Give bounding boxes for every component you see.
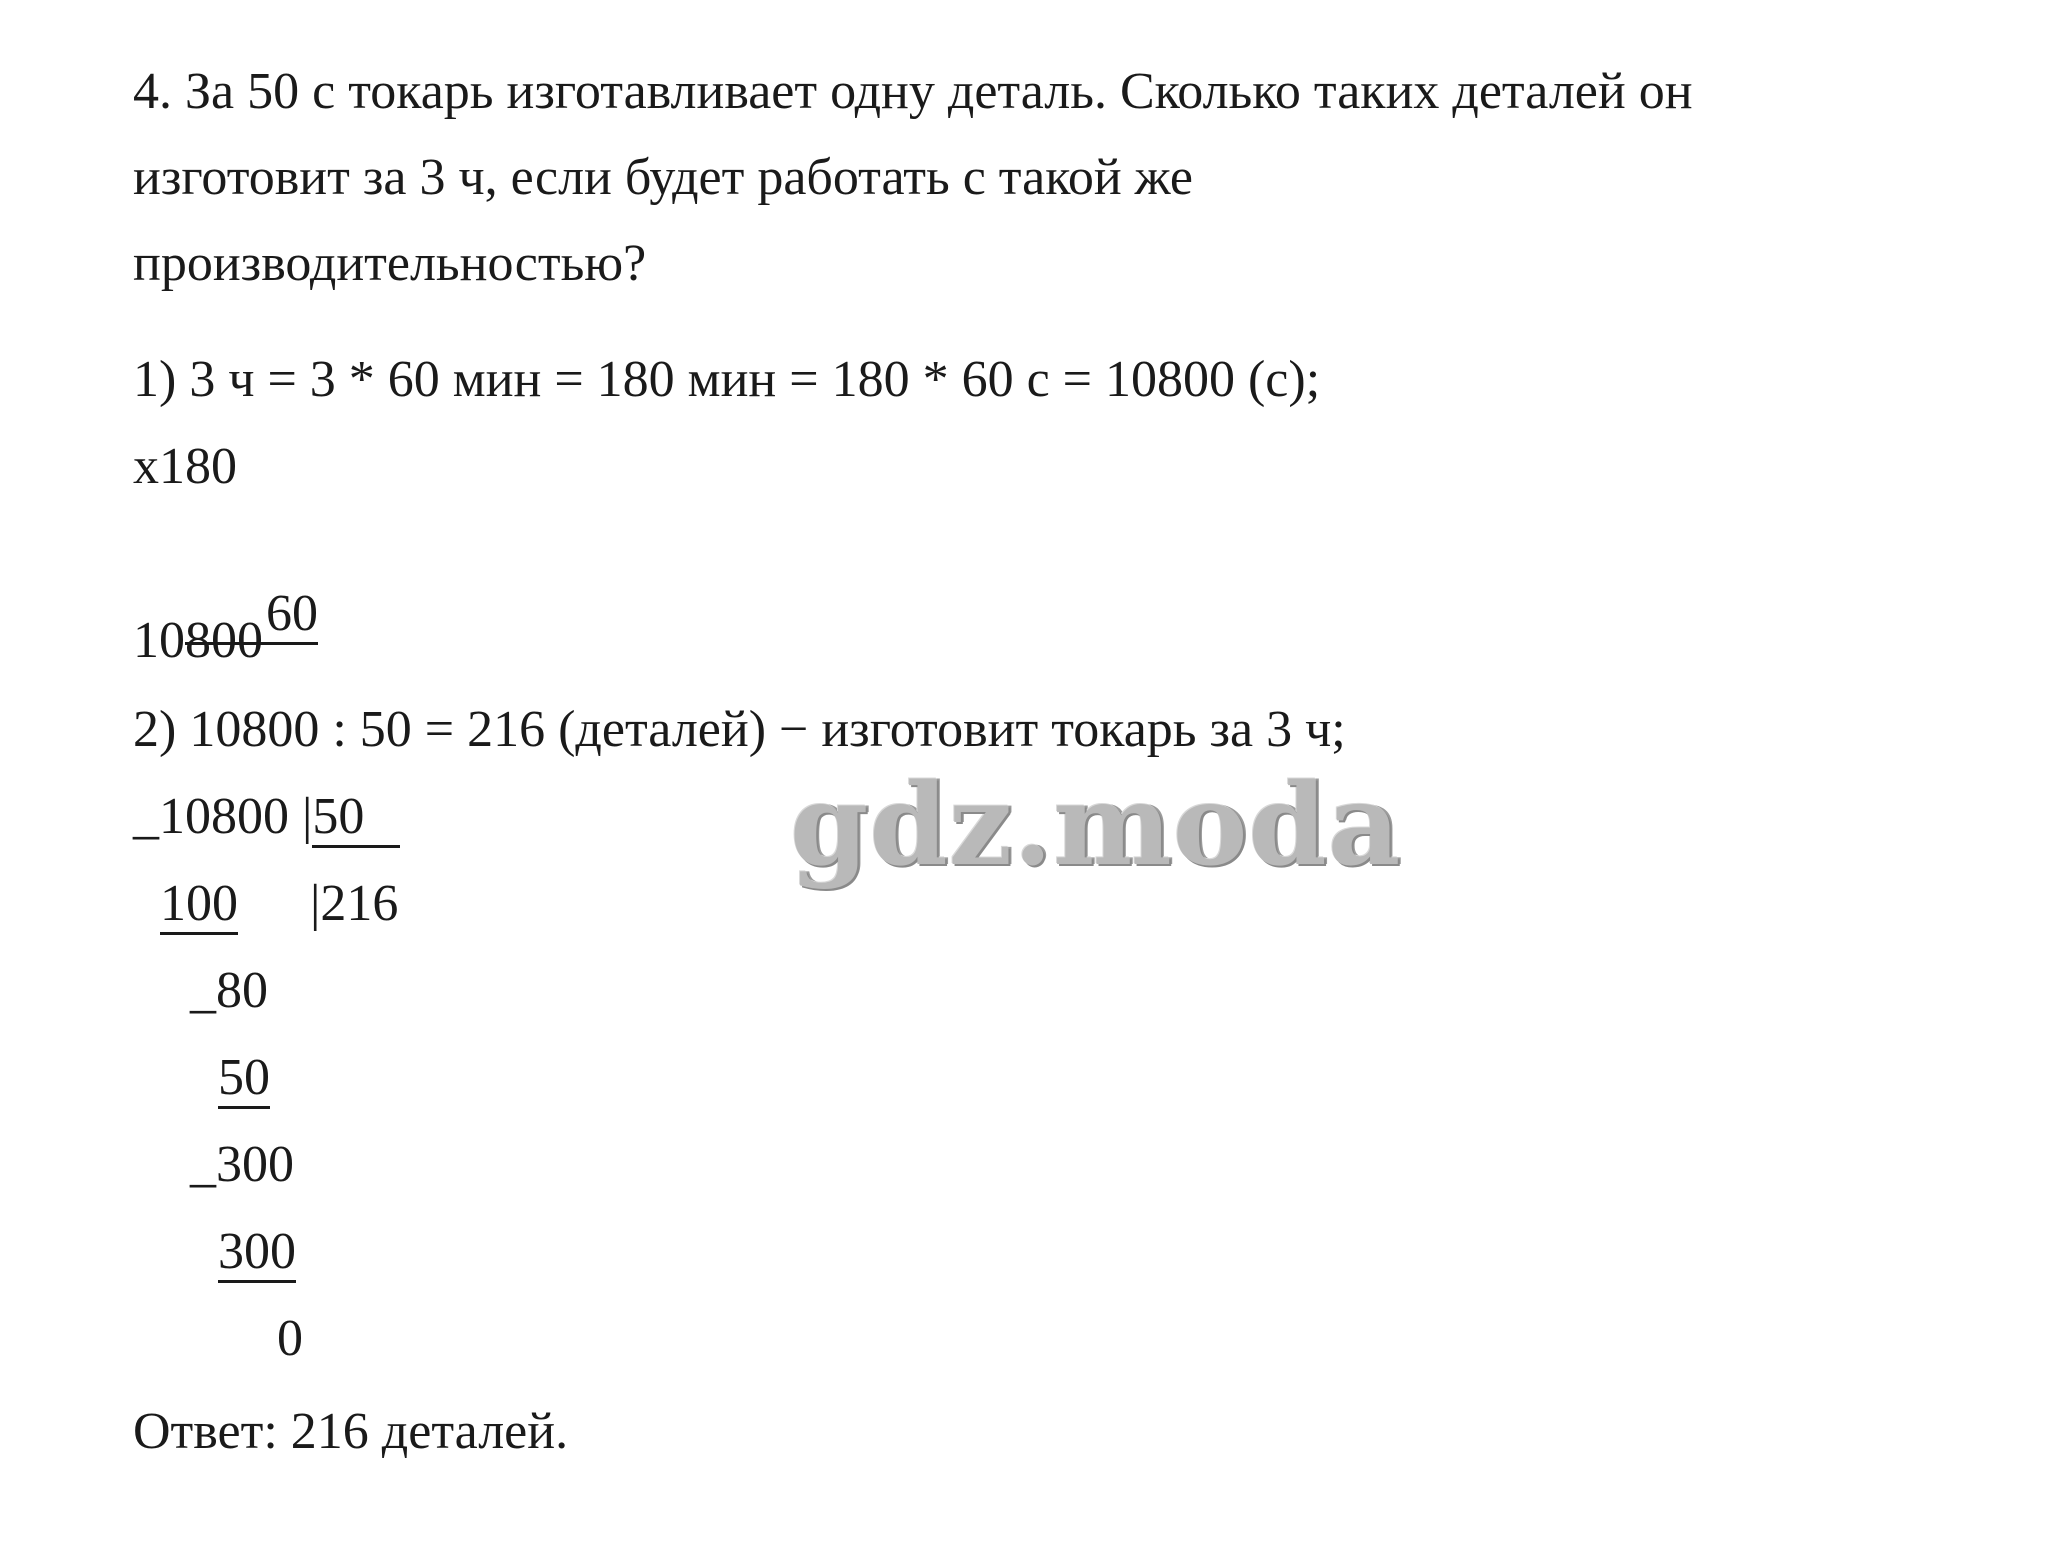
step-1-text: 1) 3 ч = 3 * 60 мин = 180 мин = 180 * 60 с = 10800 (с); [133,351,1321,408]
multiplication-multiplier: 60 [185,586,318,645]
problem-line-1: 4. За 50 с токарь изготавливает одну деталь. Сколько таких деталей он [133,63,1693,120]
division-dividend: _10800 | [133,788,313,845]
division-remainder-1: _80 [190,962,268,1019]
answer-text: Ответ: 216 деталей. [133,1403,569,1460]
problem-line-3: производительностью? [133,235,647,292]
division-divisor: 50 [312,789,400,848]
division-subtrahend-3: 300 [218,1224,296,1283]
step-2-text: 2) 10800 : 50 = 216 (деталей) − изготовит токарь за 3 ч; [133,701,1346,758]
division-row-6 [218,1222,296,1283]
division-row-4 [218,1048,270,1109]
multiplication-row-1: x180 [133,438,237,495]
division-subtrahend-1: 100 [160,876,238,935]
watermark-logo: gdz.moda [790,760,1402,891]
division-row-1 [133,787,400,848]
problem-line-2: изготовит за 3 ч, если будет работать с такой же [133,149,1194,206]
division-quotient: |216 [310,875,399,932]
division-remainder-2: _300 [190,1136,294,1193]
division-subtrahend-2: 50 [218,1050,270,1109]
division-final-remainder: 0 [277,1310,303,1367]
division-row-2 [160,874,398,935]
multiplication-result: 10800 [133,612,263,669]
